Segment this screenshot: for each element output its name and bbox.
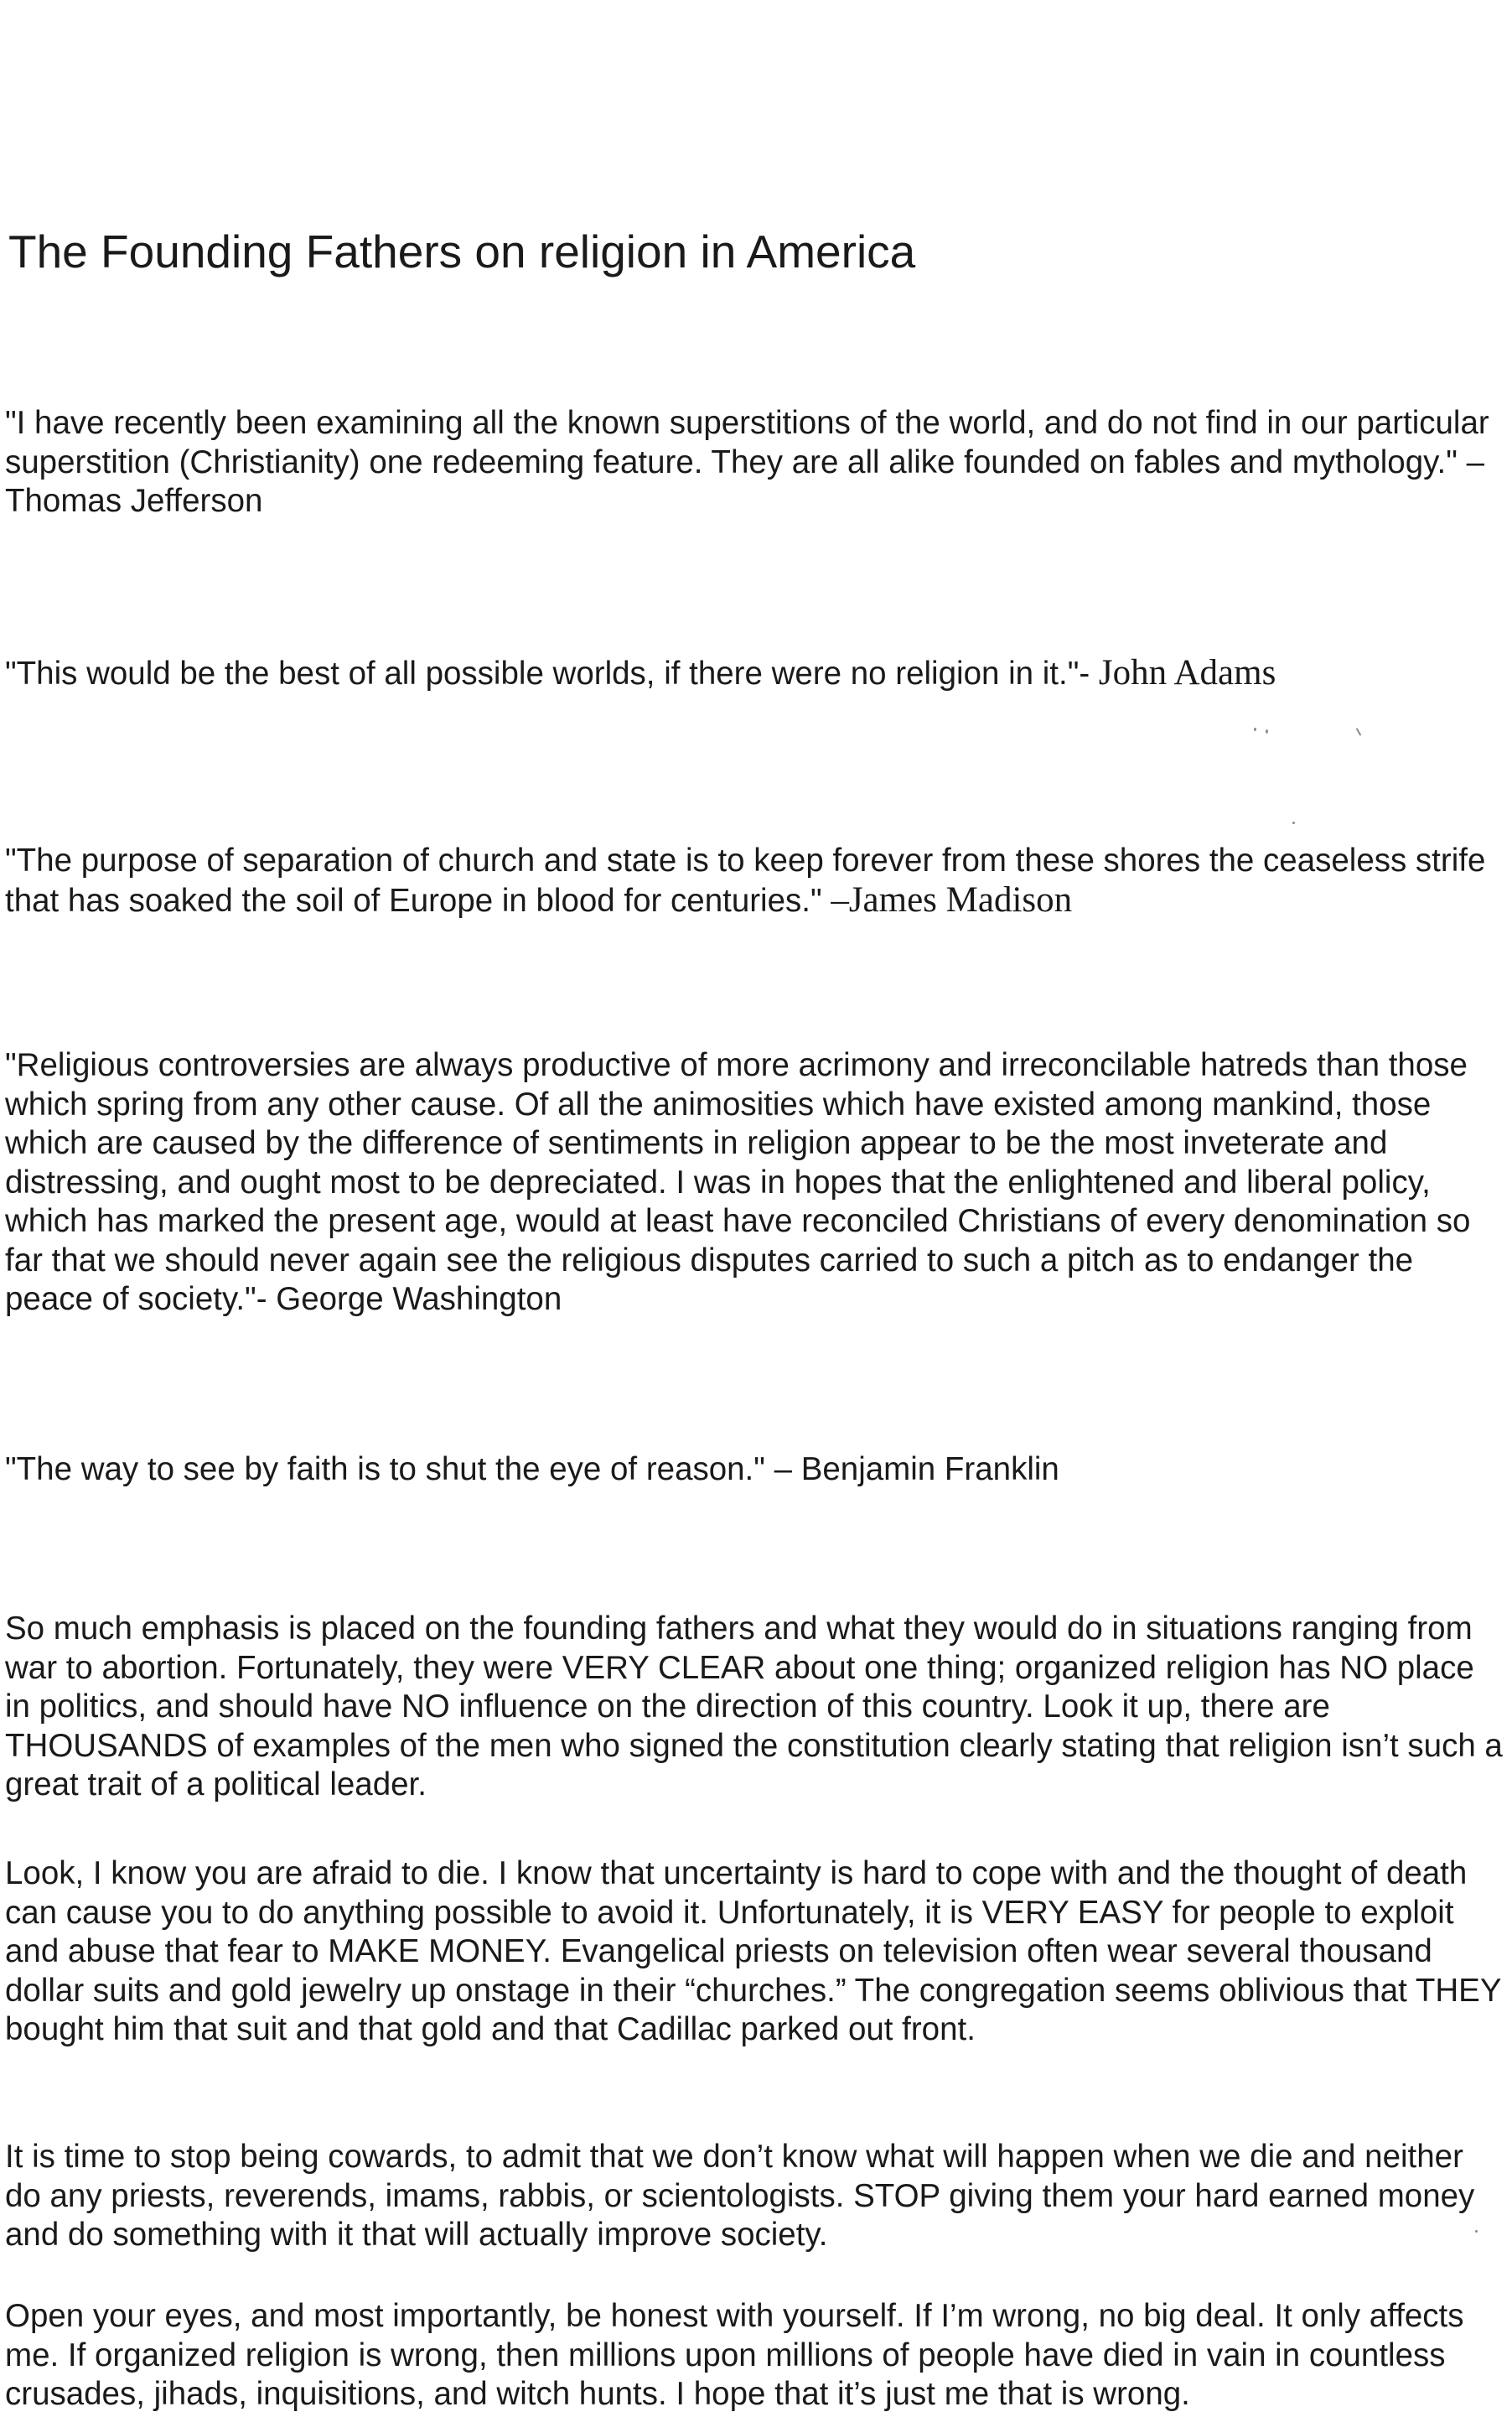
quote-adams-text: "This would be the best of all possible worlds, if there were no religion in it."- <box>5 656 1099 692</box>
paragraph-founding-fathers: So much emphasis is placed on the founding fathers and what they would do in situations ranging from war to abortion. Fortunately, they were VERY CLEAR about one thing; organized religion has NO place in politics, and should have NO influence on the direction of this country. Look it up, there are THOUSANDS of examples of the men who signed the constitution clearly stating that religion isn’t such a great trait of a political leader. <box>5 1610 1503 1802</box>
page-title: The Founding Fathers on religion in America <box>8 226 916 277</box>
quote-madison-attribution: –James Madison <box>831 879 1073 920</box>
scan-speck <box>1356 728 1362 736</box>
scan-speck <box>1292 822 1295 824</box>
scan-speck <box>1254 728 1256 731</box>
quote-madison-text: "The purpose of separation of church and state is to keep forever from these shores the ceaseless strife that has soaked the soil of Europe in blood for centuries." <box>5 843 1486 919</box>
paragraph-stop-being-cowards: It is time to stop being cowards, to admit that we don’t know what will happen when we die and neither do any priests, reverends, imams, rabbis, or scientologists. STOP giving them your hard earned money and do something with it that will actually improve society. <box>5 2139 1475 2253</box>
quote-washington: "Religious controversies are always productive of more acrimony and irreconcilable hatreds than those which spring from any other cause. Of all the animosities which have existed among mankind, those which are caused by the difference of sentiments in religion appear to be the most inveterate and distressing, and ought most to be depreciated. I was in hopes that the enlightened and liberal policy, which has marked the present age, would at least have reconciled Christians of every denomination so far that we should never again see the religious disputes carried to such a pitch as to endanger the peace of society."- George Washington <box>5 1047 1471 1317</box>
quote-madison <box>5 842 1505 921</box>
quote-jefferson: "I have recently been examining all the known superstitions of the world, and do not find in our particular superstition (Christianity) one redeeming feature. They are all alike founded on fables and mythology." – Thomas Jefferson <box>5 405 1489 519</box>
quote-adams <box>5 654 1505 694</box>
paragraph-afraid-to-die: Look, I know you are afraid to die. I know that uncertainty is hard to cope with and the thought of death can cause you to do anything possible to avoid it. Unfortunately, it is VERY EASY for people to exploit and abuse that fear to MAKE MONEY. Evangelical priests on television often wear several thousand dollar suits and gold jewelry up onstage in their “churches.” The congregation seems oblivious that THEY bought him that suit and that gold and that Cadillac parked out front. <box>5 1855 1501 2047</box>
scan-speck <box>1475 2230 1478 2233</box>
quote-adams-attribution: John Adams <box>1098 653 1276 692</box>
quote-franklin: "The way to see by faith is to shut the eye of reason." – Benjamin Franklin <box>5 1451 1059 1487</box>
scan-speck <box>1266 729 1268 734</box>
paragraph-open-your-eyes: Open your eyes, and most importantly, be honest with yourself. If I’m wrong, no big deal. It only affects me. If organized religion is wrong, then millions upon millions of people have died in vain in countless crusades, jihads, inquisitions, and witch hunts. I hope that it’s just me that is wrong. <box>5 2298 1464 2412</box>
